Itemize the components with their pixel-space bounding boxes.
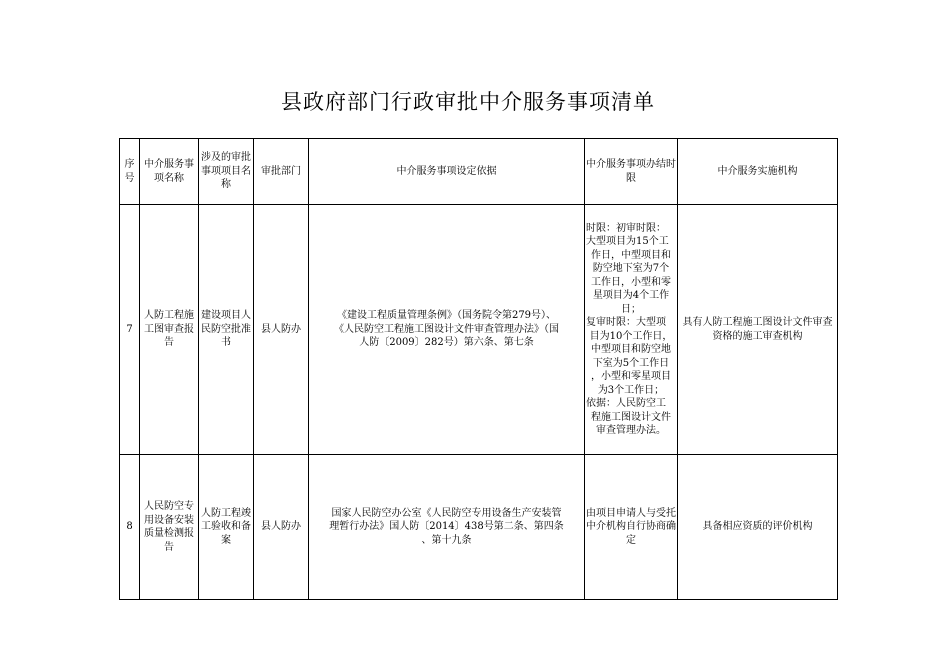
header-name: 中介服务事项名称 — [140, 139, 199, 205]
header-basis: 中介服务事项设定依据 — [309, 139, 585, 205]
header-time-limit: 中介服务事项办结时限 — [585, 139, 678, 205]
basis-line: 《人民防空工程施工图设计文件审查管理办法》（国 — [334, 323, 559, 335]
time-limit-line: 依据：人民防空工 — [586, 398, 666, 409]
time-limit-line: 程施工图设计文件 — [591, 411, 671, 423]
header-no: 序号 — [120, 139, 140, 205]
service-items-table — [119, 138, 838, 600]
cell-agency: 具备相应资质的评价机构 — [678, 455, 838, 600]
cell-agency: 具有人防工程施工图设计文件审查资格的施工审查机构 — [678, 205, 838, 455]
cell-name: 人防工程施工图审查报告 — [140, 205, 199, 455]
cell-department: 县人防办 — [254, 455, 309, 600]
header-agency: 中介服务实施机构 — [678, 139, 838, 205]
time-limit-line: 中型项目和防空地 — [591, 344, 671, 355]
cell-time-limit: 由项目申请人与受托中介机构自行协商确定 — [585, 455, 678, 600]
cell-approval-item: 人防工程竣工验收和备案 — [199, 455, 254, 600]
header-department: 审批部门 — [254, 139, 309, 205]
page-title: 县政府部门行政审批中介服务事项清单 — [281, 90, 655, 114]
basis-line: 理暂行办法》国人防〔2014〕438号第二条、第四条 — [329, 521, 564, 533]
time-limit-line: 星项目为4个工作 — [592, 290, 670, 301]
time-limit-line: 作日，中型项目和 — [591, 249, 671, 261]
time-limit-line: 时限：初审时限： — [586, 222, 666, 234]
time-limit-line: 为3个工作日； — [597, 384, 665, 396]
basis-line: 国家人民防空办公室《人民防空专用设备生产安装管 — [331, 507, 562, 519]
cell-no: 7 — [120, 205, 140, 455]
time-limit-line: ，小型和零星项目 — [591, 371, 671, 382]
cell-basis — [309, 455, 585, 600]
cell-time-limit — [585, 205, 678, 455]
time-limit-line: 防空地下室为7个 — [592, 263, 670, 274]
header-row — [120, 139, 838, 205]
header-approval-item: 涉及的审批事项项目名称 — [199, 139, 254, 205]
basis-line: 《建设工程质量管理条例》（国务院令第279号）、 — [336, 310, 557, 322]
time-limit-line: 大型项目为15个工 — [586, 236, 669, 247]
cell-approval-item: 建设项目人民防空批准书 — [199, 205, 254, 455]
time-limit-line: 日； — [621, 303, 641, 315]
table-row — [120, 205, 838, 455]
cell-no: 8 — [120, 455, 140, 600]
time-limit-line: 审查管理办法。 — [596, 425, 666, 436]
cell-department: 县人防办 — [254, 205, 309, 455]
time-limit-line: 下室为5个工作日 — [592, 357, 670, 369]
time-limit-line: 复审时限：大型项 — [586, 317, 666, 328]
time-limit-line: 工作日，小型和零 — [591, 276, 671, 288]
basis-line: 人防〔2009〕282号）第六条、第七条 — [359, 337, 534, 349]
time-limit-line: 目为10个工作日， — [589, 330, 673, 342]
basis-line: 、第十九条 — [421, 534, 472, 546]
cell-basis — [309, 205, 585, 455]
table-row — [120, 455, 838, 600]
cell-name: 人民防空专用设备安装质量检测报告 — [140, 455, 199, 600]
